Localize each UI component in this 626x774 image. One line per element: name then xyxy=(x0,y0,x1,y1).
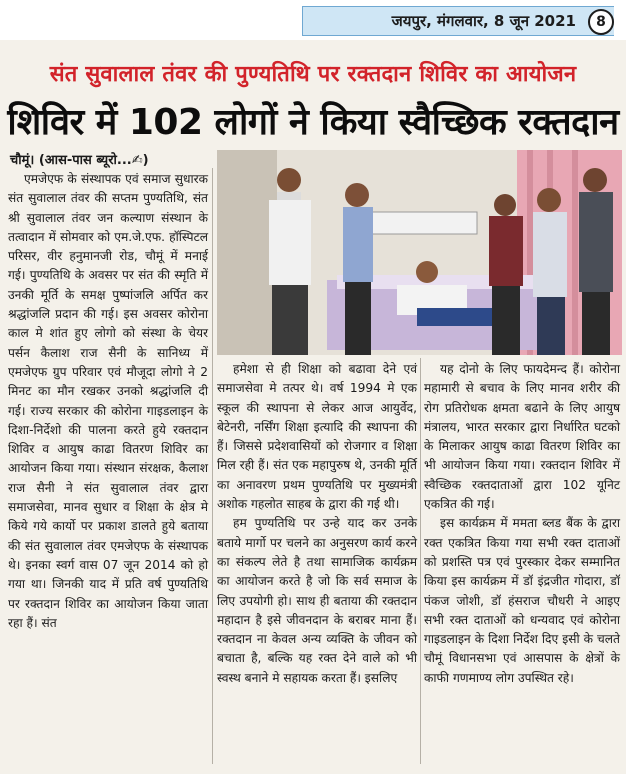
news-photo xyxy=(217,150,622,355)
column-divider xyxy=(212,168,213,764)
paragraph: एमजेएफ के संस्थापक एवं समाज सुधारक संत सुवालाल तंवर की सप्तम पुण्यतिथि, संत श्री सुवालाल तंवर जन कल्याण संस्थान के तत्वादान में सोमवार को एम.जे.एफ. हॉस्पिटल परिसर, वीर हनुमानजी रोड, चौमूं में मनाई गई। पुण्यतिथि के अवसर पर संत की स्मृति में उनकी मूर्ति के समक्ष पुष्पांजलि अर्पित कर श्रद्धांजलि प्रदान की गई। इस अवसर कोरोना काल मे शांत हुए लोगो को संस्था के चेयर पर्सन कैलाश राज सैनी के सानिध्य में एमजेएफ ग्रुप परिवार एवं मौजूदा लोगो ने 2 मिनट का मौन रखकर उनको श्रद्धांजलि दी गई। राज्य सरकार की कोरोना गाइडलाइन के दिशा-निर्देशो की पालना करते हुये रक्तदान शिविर व आयुष काढा वितरण शिविर का आयोजन किया गया। संस्थान संरक्षक, कैलाश राज सैनी ने संत सुवालाल तंवर द्वारा समाजसेवा, मानव सुधार व शिक्षा के क्षेत्र मे किये गये कार्यो पर प्रकाश डालते हुये बताया की संत सुवालाल तंवर एमजेएफ के संस्थापक थे। इनका स्वर्ग वास 07 जून 2014 को हो गया था। जिनकी याद में प्रति वर्ष पुण्यतिथि पर रक्तदान शिविर का आयोजन किया जाता रहा हैं। संत xyxy=(8,172,208,630)
paragraph: हमेशा से ही शिक्षा को बढावा देने एवं समाजसेवा मे तत्पर थे। वर्ष 1994 मे एक स्कूल की स्थापना से लेकर आज आयुर्वेद, बेटेनरी, नर्सिंग शिक्षा इत्यादि की स्थापना की हैं। जिससे प्रदेशवासियों को रोजगार व शिक्षा मिल रही हैं। संत एक महापुरुष थे, उनकी मूर्ति का अनावरण प्रथम पुण्यतिथि पर मुख्यमंत्री अशोक गहलोत साहब के द्वारा की गई थी। xyxy=(217,362,417,512)
kicker-headline: संत सुवालाल तंवर की पुण्यतिथि पर रक्तदान शिविर का आयोजन xyxy=(49,62,577,87)
article-column-1 xyxy=(8,170,208,633)
byline: चौमूं। (आस-पास ब्यूरो...✍) xyxy=(10,153,149,168)
photo-illustration xyxy=(217,150,622,355)
paragraph: हम पुण्यतिथि पर उन्हे याद कर उनके बताये मार्गो पर चलने का अनुसरण कार्य करने का संकल्प लेते है तथा सामाजिक कार्यक्रम का आयोजन करते है जो कि सर्व समाज के लिए उपयोगी हो। साथ ही बताया की रक्तदान महादान है इसे जीवनदान के बराबर माना हैं। रक्तदान ना केवल अन्य व्यक्ति के जीवन को बचाता है, बल्कि यह रक्त देने वाले को भी स्वस्थ बनाने मे सहायक करता हैं। इसलिए xyxy=(217,516,417,685)
paragraph: इस कार्यक्रम में ममता ब्लड बैंक के द्वारा रक्त एकत्रित किया गया सभी रक्त दाताओं को प्रशस्ति पत्र एवं पुरस्कार देकर सम्मानित किया इस कार्यक्रम में डॉ इंद्रजीत गोदारा, डॉ पंकज जोशी, डॉ हंसराज चौधरी ने आइए सभी रक्त दाताओं को धन्यवाद एवं कोरोना गाइडलाइन के दिशा निर्देश दिए इसी के चलते चौमूं विधानसभा एवं आसपास के क्षेत्रों के काफी गणमाण्य लोग उपस्थित रहे। xyxy=(424,516,620,685)
main-headline: शिविर में 102 लोगों ने किया स्वैच्छिक रक्तदान xyxy=(7,102,619,143)
page-number: 8 xyxy=(588,9,614,35)
dateline: जयपुर, मंगलवार, 8 जून 2021 xyxy=(302,6,614,36)
article-column-2 xyxy=(217,360,417,688)
column-divider xyxy=(420,358,421,764)
article-column-3 xyxy=(424,360,620,688)
paragraph: यह दोनो के लिए फायदेमन्द हैं। कोरोना महामारी से बचाव के लिए मानव शरीर की रोग प्रतिरोधक क्षमता बढाने के लिए आयुष मंत्रालय, भारत सरकार द्वारा निर्धारित घटको के मिलाकर आयुष काढा वितरण शिविर का भी आयोजन किया गया। रक्तदान शिविर में स्वैच्छिक रक्तदाताओं द्वारा 102 यूनिट एकत्रित की गई। xyxy=(424,362,620,512)
